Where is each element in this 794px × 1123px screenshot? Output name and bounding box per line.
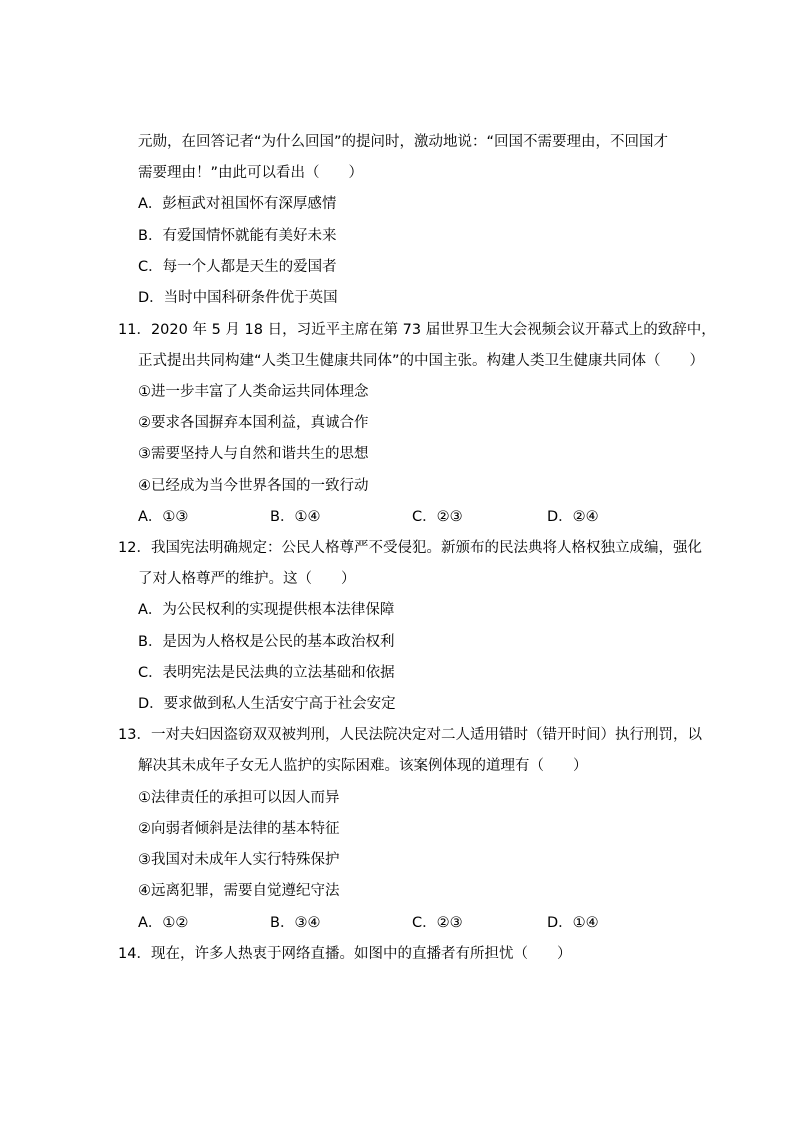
q11-statement-2: ②要求各国摒弃本国利益，真诚合作: [138, 415, 369, 431]
q12-option-c: C．表明宪法是民法典的立法基础和依据: [138, 665, 395, 681]
q11-choice-d: D．②④: [547, 509, 599, 525]
q14-text-line1: 14．现在，许多人热衷于网络直播。如图中的直播者有所担忧（ ）: [118, 946, 572, 962]
q13-statement-1: ①法律责任的承担可以因人而异: [138, 790, 340, 806]
q12-text-line1: 12．我国宪法明确规定：公民人格尊严不受侵犯。新颁布的民法典将人格权独立成编，强化: [118, 540, 702, 556]
q13-text-line2: 解决其未成年子女无人监护的实际困难。该案例体现的道理有（ ）: [138, 758, 588, 774]
q12-option-b: B．是因为人格权是公民的基本政治权利: [138, 634, 395, 650]
q13-statement-4: ④远离犯罪，需要自觉遵纪守法: [138, 883, 340, 899]
q13-choice-a: A．①②: [138, 915, 189, 931]
q13-choice-c: C．②③: [412, 915, 463, 931]
q12-option-d: D．要求做到私人生活安宁高于社会安定: [138, 696, 396, 712]
q13-choice-d: D．①④: [547, 915, 599, 931]
q10-option-d: D．当时中国科研条件优于英国: [138, 290, 338, 306]
q11-text-line2: 正式提出共同构建“人类卫生健康共同体”的中国主张。构建人类卫生健康共同体（ ）: [138, 353, 705, 369]
q10-option-a: A．彭桓武对祖国怀有深厚感情: [138, 196, 337, 212]
q11-choice-b: B．①④: [270, 509, 321, 525]
q10-option-b: B．有爱国情怀就能有美好未来: [138, 228, 337, 244]
q12-option-a: A．为公民权利的实现提供根本法律保障: [138, 602, 395, 618]
q10-text-line1: 元勋，在回答记者“为什么回国”的提问时，激动地说：“回国不需要理由，不回国才: [138, 134, 669, 150]
q11-choice-c: C．②③: [412, 509, 463, 525]
q13-statement-2: ②向弱者倾斜是法律的基本特征: [138, 821, 340, 837]
q11-choice-a: A．①③: [138, 509, 189, 525]
q10-text-line2: 需要理由！”由此可以看出（ ）: [138, 165, 364, 181]
q11-statement-1: ①进一步丰富了人类命运共同体理念: [138, 384, 369, 400]
q11-statement-3: ③需要坚持人与自然和谐共生的思想: [138, 446, 369, 462]
q11-statement-4: ④已经成为当今世界各国的一致行动: [138, 478, 369, 494]
q11-text-line1: 11．2020 年 5 月 18 日，习近平主席在第 73 届世界卫生大会视频会议开幕式上的致辞中，: [118, 322, 716, 338]
q13-text-line1: 13．一对夫妇因盗窃双双被判刑，人民法院决定对二人适用错时（错开时间）执行刑罚，以: [118, 727, 702, 743]
q13-statement-3: ③我国对未成年人实行特殊保护: [138, 852, 340, 868]
q12-text-line2: 了对人格尊严的维护。这（ ）: [138, 571, 356, 587]
q13-choice-b: B．③④: [270, 915, 321, 931]
q10-option-c: C．每一个人都是天生的爱国者: [138, 259, 337, 275]
